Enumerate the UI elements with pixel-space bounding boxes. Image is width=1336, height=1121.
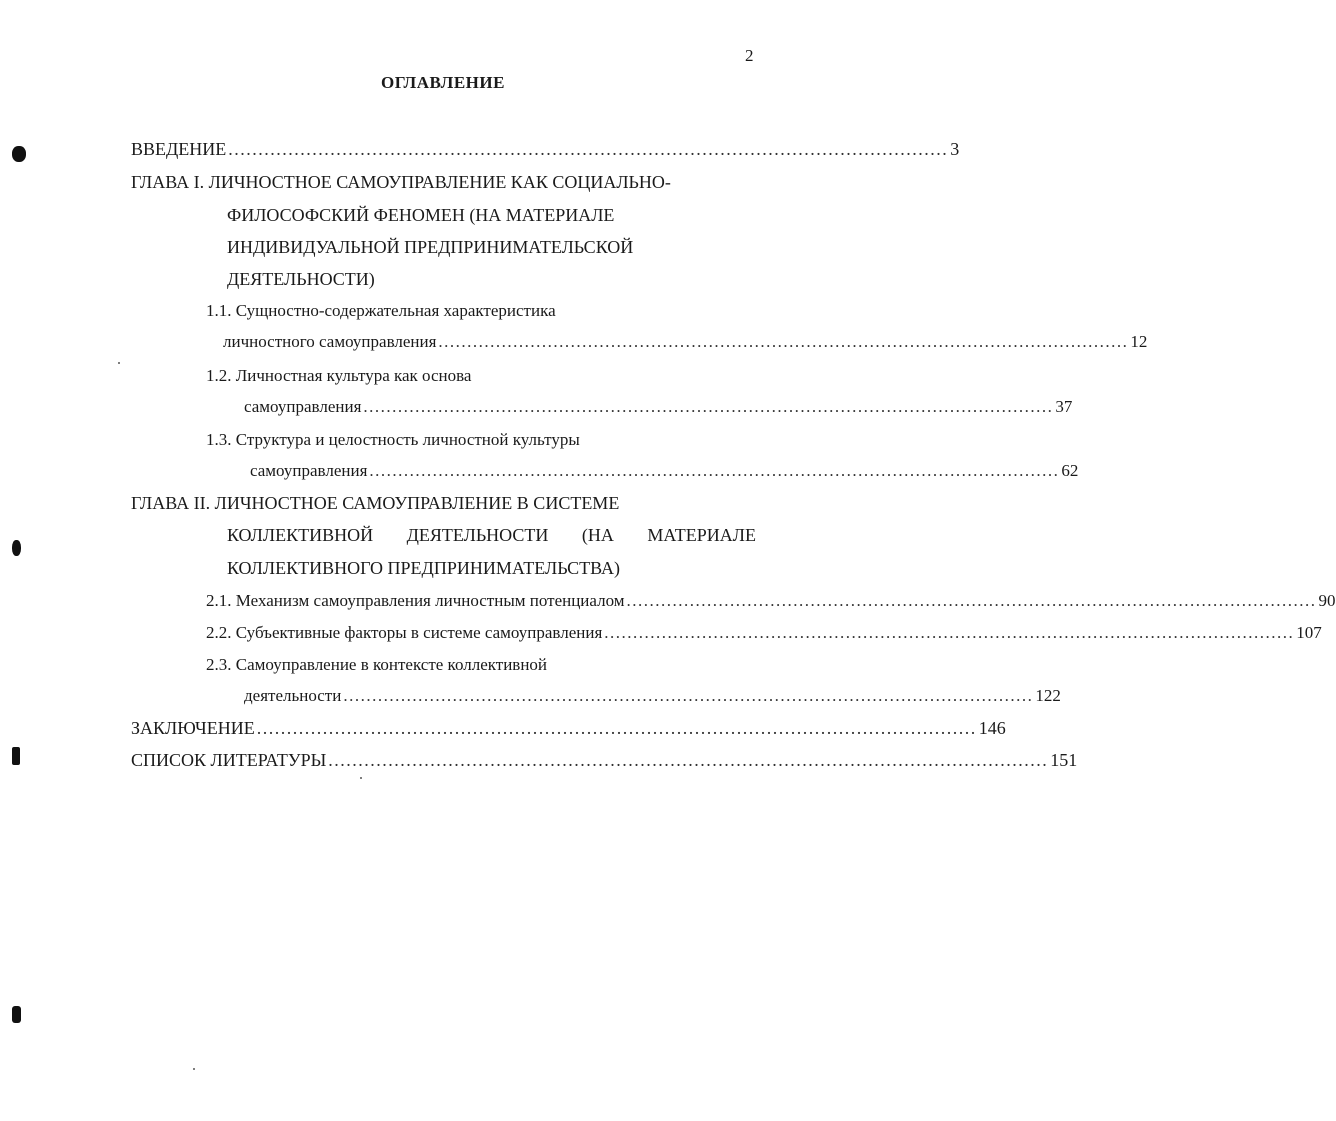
toc-entry-page: 3 (950, 139, 960, 159)
section-2-3-title-line-1: 2.3. Самоуправление в контексте коллективной (206, 655, 548, 674)
chapter-2-title-line-1: ГЛАВА II. ЛИЧНОСТНОЕ САМОУПРАВЛЕНИЕ В СИСТЕМЕ (131, 493, 620, 513)
scan-speck (360, 777, 362, 779)
dot-leader: ........................................................................................................................ (604, 623, 1295, 642)
toc-entry-text: ЗАКЛЮЧЕНИЕ (131, 718, 255, 738)
chapter-2-title-line-3: КОЛЛЕКТИВНОГО ПРЕДПРИНИМАТЕЛЬСТВА) (227, 558, 620, 578)
toc-entry-text: деятельности (244, 686, 342, 705)
chapter-2-word: (НА (581, 525, 614, 545)
chapter-1-title-line-3: ИНДИВИДУАЛЬНОЙ ПРЕДПРИНИМАТЕЛЬСКОЙ (227, 237, 634, 257)
scan-speck (193, 1068, 195, 1070)
toc-entry-page: 122 (1035, 686, 1061, 705)
chapter-1-title-line-2: ФИЛОСОФСКИЙ ФЕНОМЕН (НА МАТЕРИАЛЕ (227, 205, 615, 225)
toc-entry-section-2-3 (244, 685, 1061, 707)
dot-leader: ........................................................................................................................ (256, 718, 977, 738)
dot-leader: ........................................................................................................................ (369, 461, 1060, 480)
toc-entry-introduction (131, 138, 960, 160)
toc-entry-page: 107 (1296, 623, 1322, 642)
dot-leader: ........................................................................................................................ (363, 397, 1054, 416)
chapter-2-word: МАТЕРИАЛЕ (647, 525, 756, 545)
binder-hole-mark (12, 747, 20, 765)
binder-hole-mark (12, 146, 26, 162)
toc-entry-text: самоуправления (250, 461, 368, 480)
toc-entry-page: 151 (1050, 750, 1078, 770)
toc-entry-page: 146 (978, 718, 1006, 738)
toc-entry-text: 2.1. Механизм самоуправления личностным потенциалом (206, 591, 625, 610)
scan-speck (118, 362, 120, 364)
chapter-1-title-line-1: ГЛАВА I. ЛИЧНОСТНОЕ САМОУПРАВЛЕНИЕ КАК СОЦИАЛЬНО- (131, 172, 671, 192)
dot-leader: ........................................................................................................................ (626, 591, 1317, 610)
page-title: ОГЛАВЛЕНИЕ (381, 73, 505, 92)
toc-entry-text: ВВЕДЕНИЕ (131, 139, 227, 159)
toc-entry-text: личностного самоуправления (223, 332, 437, 351)
toc-entry-page: 37 (1055, 397, 1073, 416)
binder-hole-mark (12, 540, 21, 556)
toc-entry-references (131, 749, 1078, 771)
chapter-2-word: ДЕЯТЕЛЬНОСТИ (406, 525, 549, 545)
toc-entry-section-1-3 (250, 460, 1079, 482)
toc-entry-page: 12 (1130, 332, 1148, 351)
dot-leader: ........................................................................................................................ (328, 750, 1049, 770)
toc-entry-section-1-2 (244, 396, 1073, 418)
section-1-1-title-line-1: 1.1. Сущностно-содержательная характеристика (206, 301, 556, 320)
chapter-1-title-line-4: ДЕЯТЕЛЬНОСТИ) (227, 269, 375, 289)
dot-leader: ........................................................................................................................ (228, 139, 949, 159)
toc-entry-conclusion (131, 717, 1006, 739)
binder-hole-mark (12, 1006, 21, 1023)
chapter-2-title-line-2 (227, 524, 756, 546)
toc-entry-section-2-1 (206, 590, 1336, 612)
chapter-2-word: КОЛЛЕКТИВНОЙ (227, 525, 374, 545)
toc-entry-text: самоуправления (244, 397, 362, 416)
toc-entry-page: 90 (1318, 591, 1336, 610)
toc-entry-text: СПИСОК ЛИТЕРАТУРЫ (131, 750, 327, 770)
toc-entry-section-2-2 (206, 622, 1322, 644)
toc-entry-section-1-1 (223, 331, 1148, 353)
section-1-2-title-line-1: 1.2. Личностная культура как основа (206, 366, 472, 385)
section-1-3-title-line-1: 1.3. Структура и целостность личностной культуры (206, 430, 580, 449)
page-number: 2 (745, 46, 754, 65)
toc-entry-page: 62 (1061, 461, 1079, 480)
toc-entry-text: 2.2. Субъективные факторы в системе самоуправления (206, 623, 603, 642)
dot-leader: ........................................................................................................................ (343, 686, 1034, 705)
dot-leader: ........................................................................................................................ (438, 332, 1129, 351)
